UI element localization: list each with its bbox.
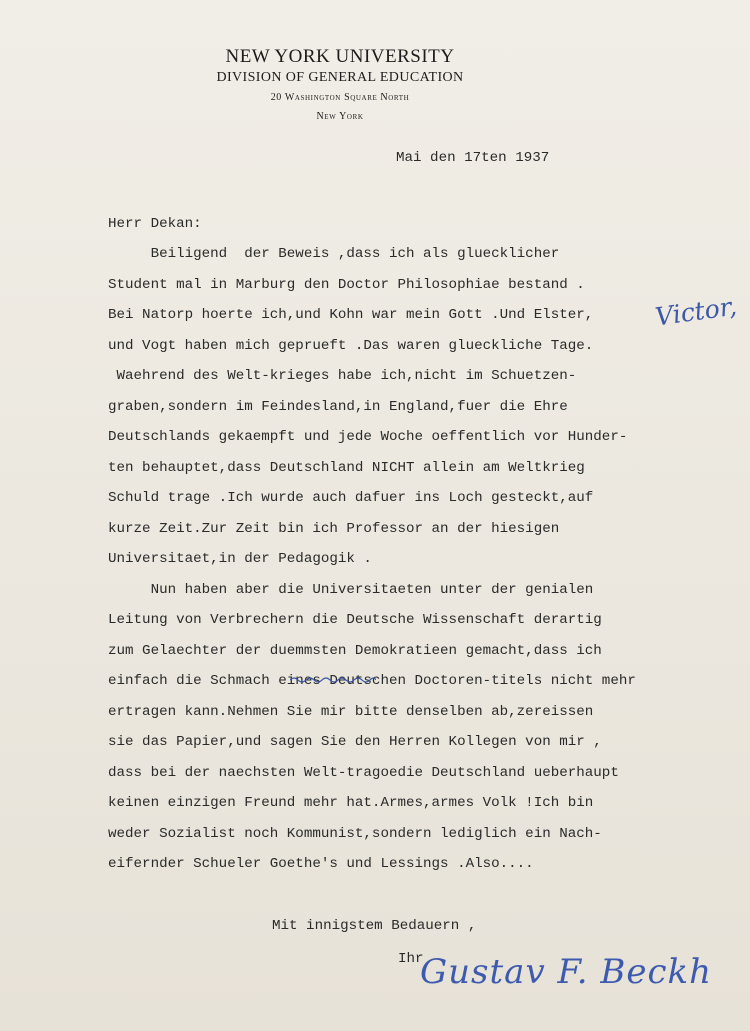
body-line: Leitung von Verbrechern die Deutsche Wissenschaft derartig: [108, 612, 602, 628]
signature: [420, 952, 720, 1002]
letter-ihr: Ihr: [398, 951, 424, 967]
body-line: Universitaet,in der Pedagogik .: [108, 551, 372, 567]
body-line: ten behauptet,dass Deutschland NICHT allein am Weltkrieg: [108, 459, 585, 476]
letter-salutation: Herr Dekan:: [108, 216, 202, 232]
body-line: sie das Papier,und sagen Sie den Herren Kollegen von mir ,: [108, 734, 602, 750]
body-line: Bei Natorp hoerte ich,und Kohn war mein Gott .Und Elster,: [108, 307, 594, 323]
body-line: Schuld trage .Ich wurde auch dafuer ins Loch gesteckt,auf: [108, 490, 594, 506]
body-line: Waehrend des Welt-krieges habe ich,nicht im Schuetzen-: [108, 368, 577, 384]
signature-text: Gustav F. Beckh: [420, 952, 713, 992]
letterhead-division: DIVISION OF GENERAL EDUCATION: [216, 70, 464, 85]
body-line: dass bei der naechsten Welt-tragoedie Deutschland ueberhaupt: [108, 764, 619, 781]
letterhead-university: NEW YORK UNIVERSITY: [225, 46, 455, 67]
body-line: einfach die Schmach eines Deutschen Doctoren-titels nicht mehr: [108, 673, 636, 689]
handwritten-annotation: Victor,: [653, 291, 739, 332]
body-line: Student mal in Marburg den Doctor Philosophiae bestand .: [108, 276, 585, 293]
body-line: und Vogt haben mich geprueft .Das waren glueckliche Tage.: [108, 337, 594, 354]
handwritten-underline: [290, 676, 376, 684]
letter-closing: Mit innigstem Bedauern ,: [272, 918, 477, 934]
body-line: weder Sozialist noch Kommunist,sondern lediglich ein Nach-: [108, 825, 602, 842]
letterhead-city: New York: [316, 111, 364, 122]
body-line: Nun haben aber die Universitaeten unter der genialen: [108, 581, 594, 598]
body-line: kurze Zeit.Zur Zeit bin ich Professor an der hiesigen: [108, 520, 560, 537]
letter-date: Mai den 17ten 1937: [396, 150, 550, 166]
body-line: graben,sondern im Feindesland,in England,fuer die Ehre: [108, 398, 568, 415]
body-line: keinen einzigen Freund mehr hat.Armes,armes Volk !Ich bin: [108, 795, 594, 811]
body-line: eifernder Schueler Goethe's und Lessings .Also....: [108, 856, 534, 872]
body-line: Beiligend der Beweis ,dass ich als gluecklicher: [108, 246, 560, 262]
body-line: zum Gelaechter der duemmsten Demokratieen gemacht,dass ich: [108, 642, 602, 659]
letter-body: [108, 243, 728, 884]
body-line: Deutschlands gekaempft und jede Woche oeffentlich vor Hunder-: [108, 429, 628, 445]
letterhead-address: 20 Washington Square North: [270, 92, 410, 103]
letterhead: [160, 46, 520, 125]
body-line: ertragen kann.Nehmen Sie mir bitte denselben ab,zereissen: [108, 703, 594, 720]
